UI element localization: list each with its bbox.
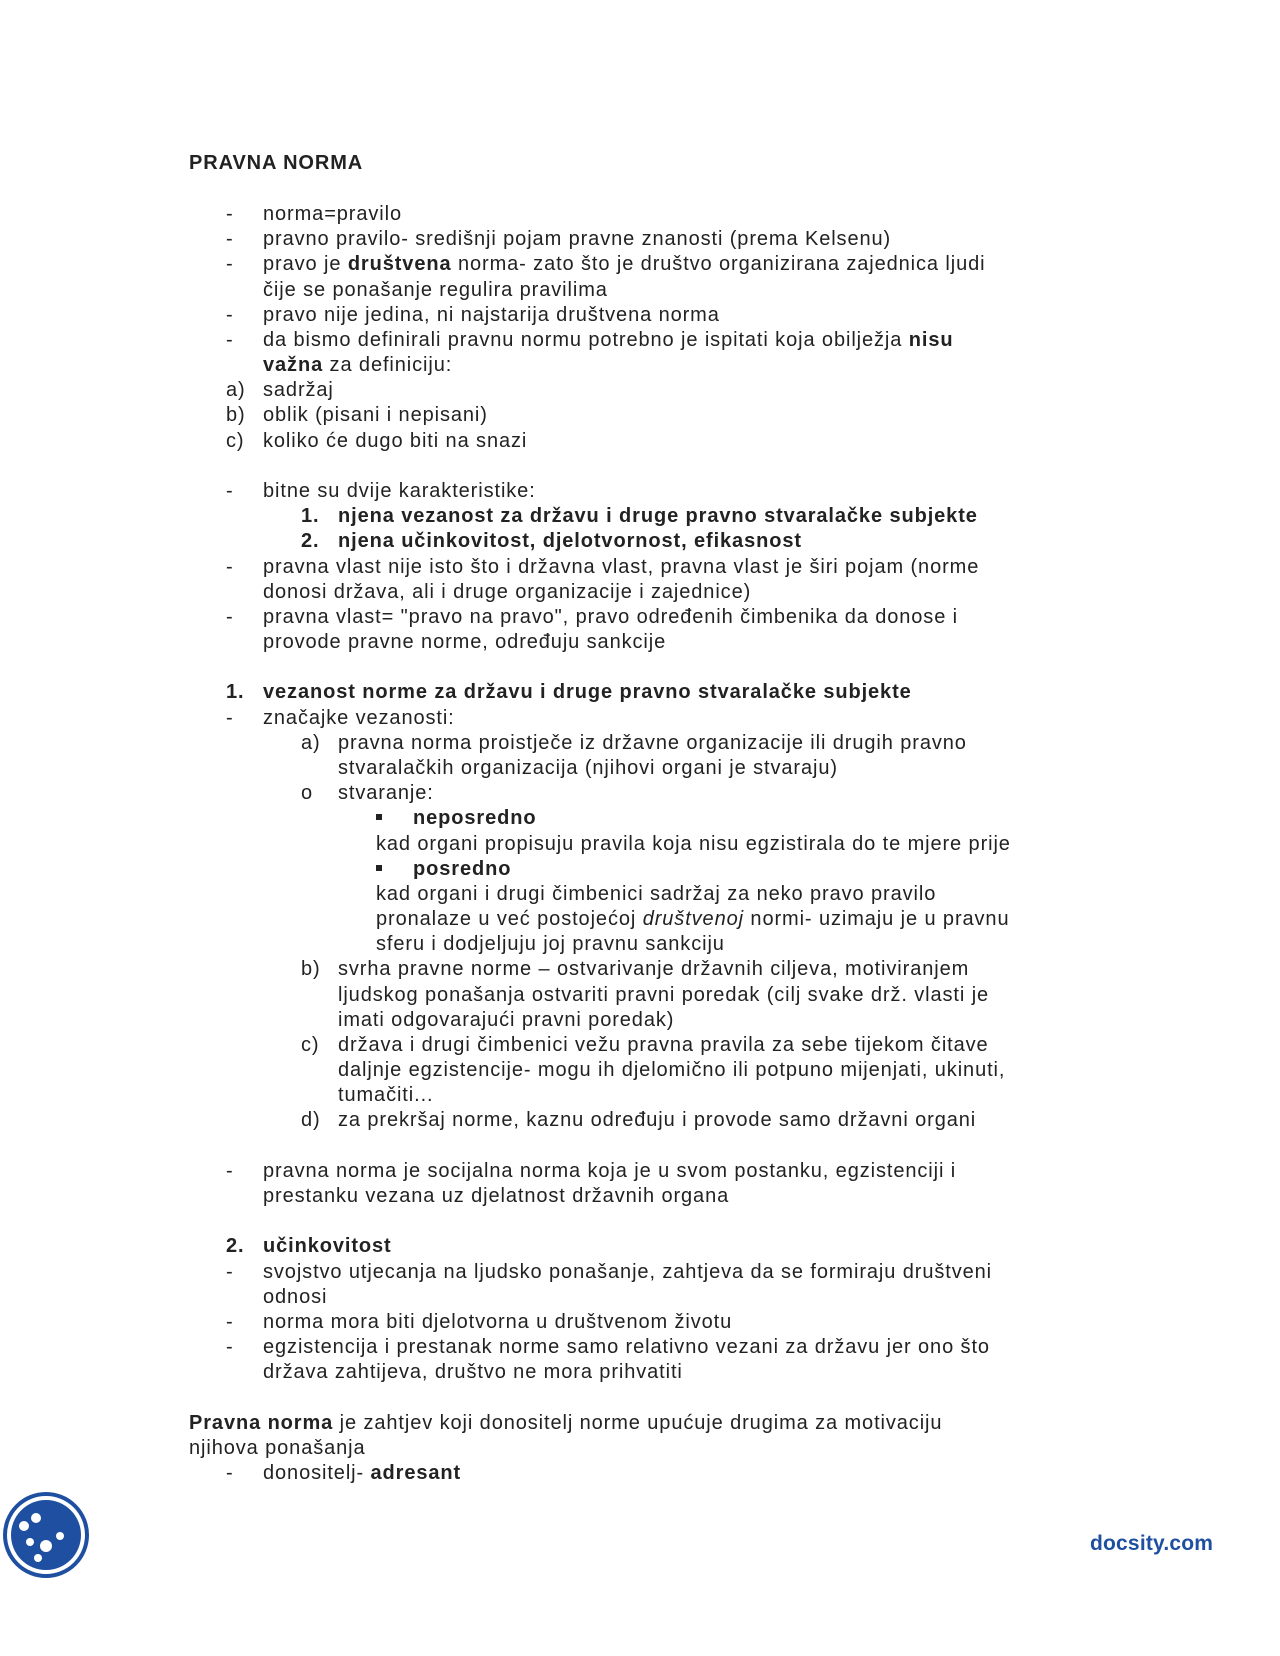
text-span: da bismo definirali pravnu normu potrebno je ispitati koja obilježja [263, 328, 909, 351]
text-span: svojstvo utjecanja na ljudsko ponašanje, zahtjeva da se formiraju društveni [263, 1260, 992, 1283]
text-span: oblik (pisani i nepisani) [263, 404, 488, 427]
list-marker: 2. [301, 530, 320, 553]
list-marker: a) [301, 731, 321, 754]
line-text [263, 630, 666, 654]
text-span: njihova ponašanja [189, 1436, 366, 1459]
bold-text: važna [263, 354, 324, 377]
bold-text: neposredno [413, 807, 537, 830]
bold-text: nisu [908, 328, 954, 351]
text-span: kad organi i drugi čimbenici sadržaj za neko pravo pravilo [376, 882, 937, 905]
text-span: za definiciju: [323, 354, 453, 377]
list-marker: 1. [226, 681, 245, 704]
list-marker: - [226, 479, 234, 502]
text-span: egzistencija i prestanak norme samo relativno vezani za državu jer ono što [263, 1336, 990, 1359]
line-text [263, 1335, 990, 1359]
line-text [338, 983, 989, 1007]
list-marker: - [226, 555, 234, 578]
list-marker: b) [301, 958, 321, 981]
line-text [263, 1159, 956, 1183]
line-text [263, 1360, 683, 1384]
text-span: za prekršaj norme, kaznu određuju i provode samo državni organi [338, 1109, 977, 1132]
line-text [338, 957, 969, 981]
list-marker: - [226, 228, 234, 251]
line-text [376, 832, 1011, 856]
text-span: provode pravne norme, određuju sankcije [263, 631, 667, 654]
text-span: pravna vlast nije isto što i državna vlast, pravna vlast je širi pojam (norme [263, 555, 980, 578]
line-text [263, 252, 985, 276]
line-text [413, 806, 536, 830]
text-span: pravno pravilo- središnji pojam pravne znanosti (prema Kelsenu) [263, 228, 892, 251]
line-text [338, 781, 434, 805]
line-text [338, 529, 802, 553]
line-text [263, 1285, 327, 1309]
line-text [263, 555, 979, 579]
line-text [263, 580, 751, 604]
list-marker: a) [226, 379, 246, 402]
bold-text: vezanost norme za državu i druge pravno stvaralačke subjekte [263, 681, 912, 704]
line-text [338, 756, 838, 780]
line-text [263, 227, 891, 251]
square-bullet-icon [376, 857, 382, 881]
text-span: sferu i dodjeljuju joj pravnu sankciju [376, 933, 725, 956]
text-span: stvaranje: [338, 782, 434, 805]
text-span: normi- uzimaju je u pravnu [743, 908, 1010, 931]
list-marker: d) [301, 1109, 321, 1132]
text-span: norma mora biti djelotvorna u društvenom životu [263, 1310, 733, 1333]
text-span: značajke vezanosti: [263, 706, 455, 729]
text-span: daljnje egzistencije- mogu ih djelomično ili potpuno mijenjati, ukinuti, [338, 1059, 1006, 1082]
text-span: koliko će dugo biti na snazi [263, 429, 528, 452]
text-span: prestanku vezana uz djelatnost državnih organa [263, 1185, 730, 1208]
text-span: bitne su dvije karakteristike: [263, 479, 536, 502]
text-span: država i drugi čimbenici vežu pravna pravila za sebe tijekom čitave [338, 1033, 989, 1056]
text-span: sadržaj [263, 379, 334, 402]
text-span: donositelj- [263, 1462, 371, 1484]
italic-text: društvenoj [642, 908, 744, 931]
text-span: pronalaze u već postojećoj [376, 908, 643, 931]
line-text [263, 403, 488, 427]
text-span: pravo je [263, 253, 348, 276]
list-marker: - [226, 253, 234, 276]
text-span: ljudskog ponašanja ostvariti pravni poredak (cilj svake drž. vlasti je [338, 983, 990, 1006]
bold-text: društvena [347, 253, 452, 276]
text-span: kad organi propisuju pravila koja nisu egzistirala do te mjere prije [376, 832, 1011, 855]
text-span: pravna norma proistječe iz državne organizacije ili drugih pravno [338, 731, 967, 754]
list-marker: - [226, 328, 234, 351]
line-text [263, 1260, 992, 1284]
line-text [263, 378, 334, 402]
list-marker: - [226, 1159, 234, 1182]
page-title: PRAVNA NORMA [189, 152, 364, 174]
text-span: je zahtjev koji donositelj norme upućuje drugima za motivaciju [333, 1411, 943, 1434]
line-text [263, 605, 958, 629]
line-text [338, 1008, 674, 1032]
list-marker: - [226, 303, 234, 326]
line-text [263, 303, 720, 327]
line-text [189, 1436, 366, 1460]
line-text [338, 1083, 433, 1107]
bold-text: posredno [413, 857, 512, 880]
line-text [263, 1310, 732, 1334]
text-span: svrha pravne norme – ostvarivanje državnih ciljeva, motiviranjem [338, 958, 970, 981]
bold-text: Pravna norma [189, 1411, 334, 1434]
line-text [338, 1058, 1005, 1082]
text-span: tumačiti... [338, 1084, 434, 1107]
list-marker: - [226, 1462, 234, 1484]
square-bullet-icon [376, 806, 382, 830]
bold-text: adresant [370, 1462, 462, 1484]
line-text [263, 680, 912, 704]
list-marker: o [301, 782, 314, 805]
line-text [263, 328, 953, 352]
line-text [263, 278, 608, 302]
line-text [263, 202, 402, 226]
line-text [376, 882, 936, 906]
line-text [376, 932, 725, 956]
text-span: pravna vlast= "pravo na pravo", pravo određenih čimbenika da donose i [263, 605, 959, 628]
text-span: imati odgovarajući pravni poredak) [338, 1008, 675, 1031]
text-span: odnosi [263, 1285, 328, 1308]
line-text [263, 353, 452, 377]
line-text [338, 1108, 976, 1132]
line-text [263, 706, 455, 730]
line-text [263, 1461, 461, 1485]
docsity-logo-icon[interactable] [2, 1490, 90, 1580]
list-marker: 2. [226, 1235, 245, 1258]
line-text [189, 1411, 942, 1435]
text-span: stvaralačkih organizacija (njihovi organi je stvaraju) [338, 756, 838, 779]
text-span: pravo nije jedina, ni najstarija društvena norma [263, 303, 720, 326]
list-marker: c) [301, 1033, 320, 1056]
list-marker: 1. [301, 505, 320, 528]
line-text [263, 1184, 729, 1208]
list-marker: - [226, 706, 234, 729]
line-text [263, 479, 536, 503]
bold-text: učinkovitost [263, 1235, 392, 1258]
list-marker: c) [226, 429, 245, 452]
text-span: država zahtijeva, društvo ne mora prihvatiti [263, 1361, 683, 1384]
list-marker: - [226, 1310, 234, 1333]
line-text [376, 907, 1009, 931]
list-marker: - [226, 203, 234, 225]
text-span: donosi država, ali i druge organizacije i zajednice) [263, 580, 752, 603]
text-span: norma=pravilo [263, 203, 402, 225]
list-marker: - [226, 605, 234, 628]
bold-text: njena vezanost za državu i druge pravno stvaralačke subjekte [338, 505, 978, 528]
list-marker: b) [226, 404, 246, 427]
bold-text: njena učinkovitost, djelotvornost, efikasnost [338, 530, 802, 553]
text-span: norma- zato što je društvo organizirana zajednica ljudi [451, 253, 986, 276]
line-text [338, 504, 978, 528]
text-span: čije se ponašanje regulira pravilima [263, 278, 608, 301]
line-text [338, 1033, 989, 1057]
brand-link[interactable]: docsity.com [1090, 1532, 1214, 1555]
line-text [338, 731, 967, 755]
text-span: pravna norma je socijalna norma koja je u svom postanku, egzistenciji i [263, 1159, 957, 1182]
line-text [263, 1234, 392, 1258]
line-text [263, 429, 527, 453]
list-marker: - [226, 1336, 234, 1359]
list-marker: - [226, 1260, 234, 1283]
line-text [413, 857, 511, 881]
